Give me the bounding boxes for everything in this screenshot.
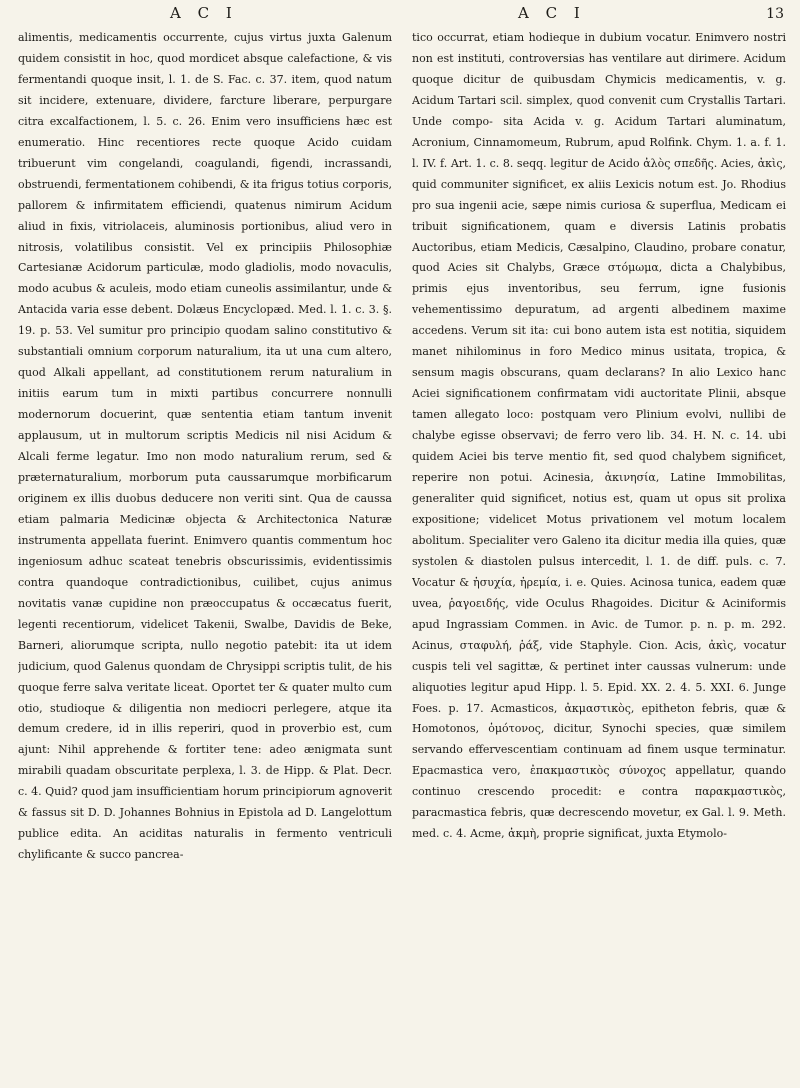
text-columns: [18, 28, 786, 1082]
running-header: [18, 4, 786, 26]
left-column-text: alimentis, medicamentis occurrente, cujus virtus juxta Galenum quidem consistit in hoc, quod mordicet absque calefactione, & vis fermentandi quoque insit, l. 1. de S. Fac. c. 37. item, quod natum sit incidere, extenuare, dividere, farcture liberare, perpurgare citra excalfactionem, l. 5. c. 26. Enim vero insufficiens hæc est enumeratio. Hinc recentiores recte quoque Acido cuidam tribuerunt vim congelandi, coagulandi, figendi, incrassandi, obstruendi, fermentationem cohibendi, & ita frigus totius corporis, pallorem & infirmitatem efficiendi, quatenus nimirum Acidum aliud in fixis, vitriolaceis, aluminosis portionibus, aliud vero in nitrosis, volatilibus consistit. Vel ex principiis Philosophiæ Cartesianæ Acidorum particulæ, modo gladiolis, modo novaculis, modo acubus & aculeis, modo etiam cuneolis assimilantur, unde & Antacida varia esse debent. Dolæus Encyclopæd. Med. l. 1. c. 3. §. 19. p. 53. Vel sumitur pro principio quodam salino constitutivo & substantiali omnium corporum naturalium, ita ut una cum altero, quod Alkali appellant, ad constitutionem rerum naturalium in initiis earum tum in mixti partibus concurrere nonnulli modernorum docuerint, quæ sententia etiam tantum invenit applausum, ut in multorum scriptis Medicis nil nisi Acidum & Alcali ferme legatur. Imo non modo naturalium rerum, sed & præternaturalium, morborum puta caussarumque morbificarum originem ex illis duobus deducere non veriti sint. Qua de caussa etiam palmaria Medicinæ objecta & Architectonica Naturæ instrumenta appellata fuerint. Enimvero quantis commentum hoc ingeniosum adhuc scateat tenebris obscurissimis, evidentissimis contra quandoque contradictionibus, cuilibet, cujus animus novitatis vanæ cupidine non præoccupatus & occæcatus fuerit, legenti recentiorum, videlicet Takenii, Swalbe, Davidis de Beke, Barneri, aliorumque scripta, nullo negotio patebit: ita ut idem judicium, quod Galenus quondam de Chrysippi scriptis tulit, de his quoque ferre salva veritate liceat. Oportet ter & quater multo cum otio, studioque & diligentia non mediocri perlegere, atque ita demum credere, id in illis reperiri, quod in proverbio est, cum ajunt: Nihil apprehende & fortiter tene: adeo ænigmata sunt mirabili quadam obscuritate perplexa, l. 3. de Hipp. & Plat. Decr. c. 4. Quid? quod jam insufficientiam horum principiorum agnoverit & fassus sit D. D. Johannes Bohnius in Epistola ad D. Langelottum publice edita. An aciditas naturalis in fermento ventriculi chylificante & succo pancrea-: [18, 31, 392, 862]
header-left-title: A C I: [170, 4, 238, 22]
right-column: [412, 28, 786, 1082]
header-right-title: A C I: [518, 4, 586, 22]
right-column-text: tico occurrat, etiam hodieque in dubium vocatur. Enimvero nostri non est instituti, controversias has ventilare aut dirimere. Acidum quoque dicitur de quibusdam Chymicis medicamentis, v. g. Acidum Tartari scil. simplex, quod convenit cum Crystallis Tartari. Unde compo- sita Acida v. g. Acidum Tartari aluminatum, Acronium, Cinnamomeum, Rubrum, apud Rolfink. Chym. 1. a. f. 1. l. IV. f. Art. 1. c. 8. seqq. legitur de Acido ἀλὸς σπεδῆς. Acies, ἀκὶς, quid communiter significet, ex aliis Lexicis notum est. Jo. Rhodius pro sua ingenii acie, sæpe nimis curiosa & superflua, Medicam ei tribuit significationem, quam e diversis Latinis probatis Auctoribus, etiam Medicis, Cæsalpino, Claudino, probare conatur, quod Acies sit Chalybs, Græce στόμωμα, dicta a Chalybibus, primis ejus inventoribus, seu ferrum, igne fusionis vehementissimo depuratum, ad argenti albedinem maxime accedens. Verum sit ita: cui bono autem ista est notitia, siquidem manet nihilominus in foro Medico minus usitata, tropica, & sensum magis obscurans, quam declarans? In alio Lexico hanc Aciei significationem confirmatam vidi auctoritate Plinii, absque tamen allegato loco: postquam vero Plinium evolvi, nullibi de chalybe egisse observavi; de ferro vero lib. 34. H. N. c. 14. ubi quidem Aciei bis terve mentio fit, sed quod chalybem significet, reperire non potui. Acinesia, ἀκινησία, Latine Immobilitas, generaliter quid significet, notius est, quam ut opus sit prolixa expositione; videlicet Motus privationem vel motum localem abolitum. Specialiter vero Galeno ita dicitur media illa quies, quæ systolen & diastolen pulsus intercedit, l. 1. de diff. puls. c. 7. Vocatur & ἡσυχία, ἠρεμία, i. e. Quies. Acinosa tunica, eadem quæ uvea, ῥαγοειδής, vide Oculus Rhagoides. Dicitur & Aciniformis apud Ingrassiam Commen. in Avic. de Tumor. p. n. p. m. 292. Acinus, σταφυλή, ῥάξ, vide Staphyle. Cion. Acis, ἀκὶς, vocatur cuspis teli vel sagittæ, & pertinet inter caussas vulnerum: unde aliquoties legitur apud Hipp. l. 5. Epid. XX. 2. 4. 5. XXI. 6. Junge Foes. p. 17. Acmasticos, ἀκμαστικὸς, epitheton febris, quæ & Homotonos, ὁμότονος, dicitur, Synochi species, quæ similem servando effervescentiam continuam ad finem usque terminatur. Epacmastica vero, ἐπακμαστικὸς σύνοχος appellatur, quando continuo crescendo procedit: e contra παρακμαστικὸς, paracmastica febris, quæ decrescendo movetur, ex Gal. l. 9. Meth. med. c. 4. Acme, ἀκμὴ, proprie significat, juxta Etymolo-: [412, 31, 786, 841]
page-number: 13: [766, 6, 784, 22]
book-page: [18, 4, 786, 1082]
left-column: [18, 28, 392, 1082]
